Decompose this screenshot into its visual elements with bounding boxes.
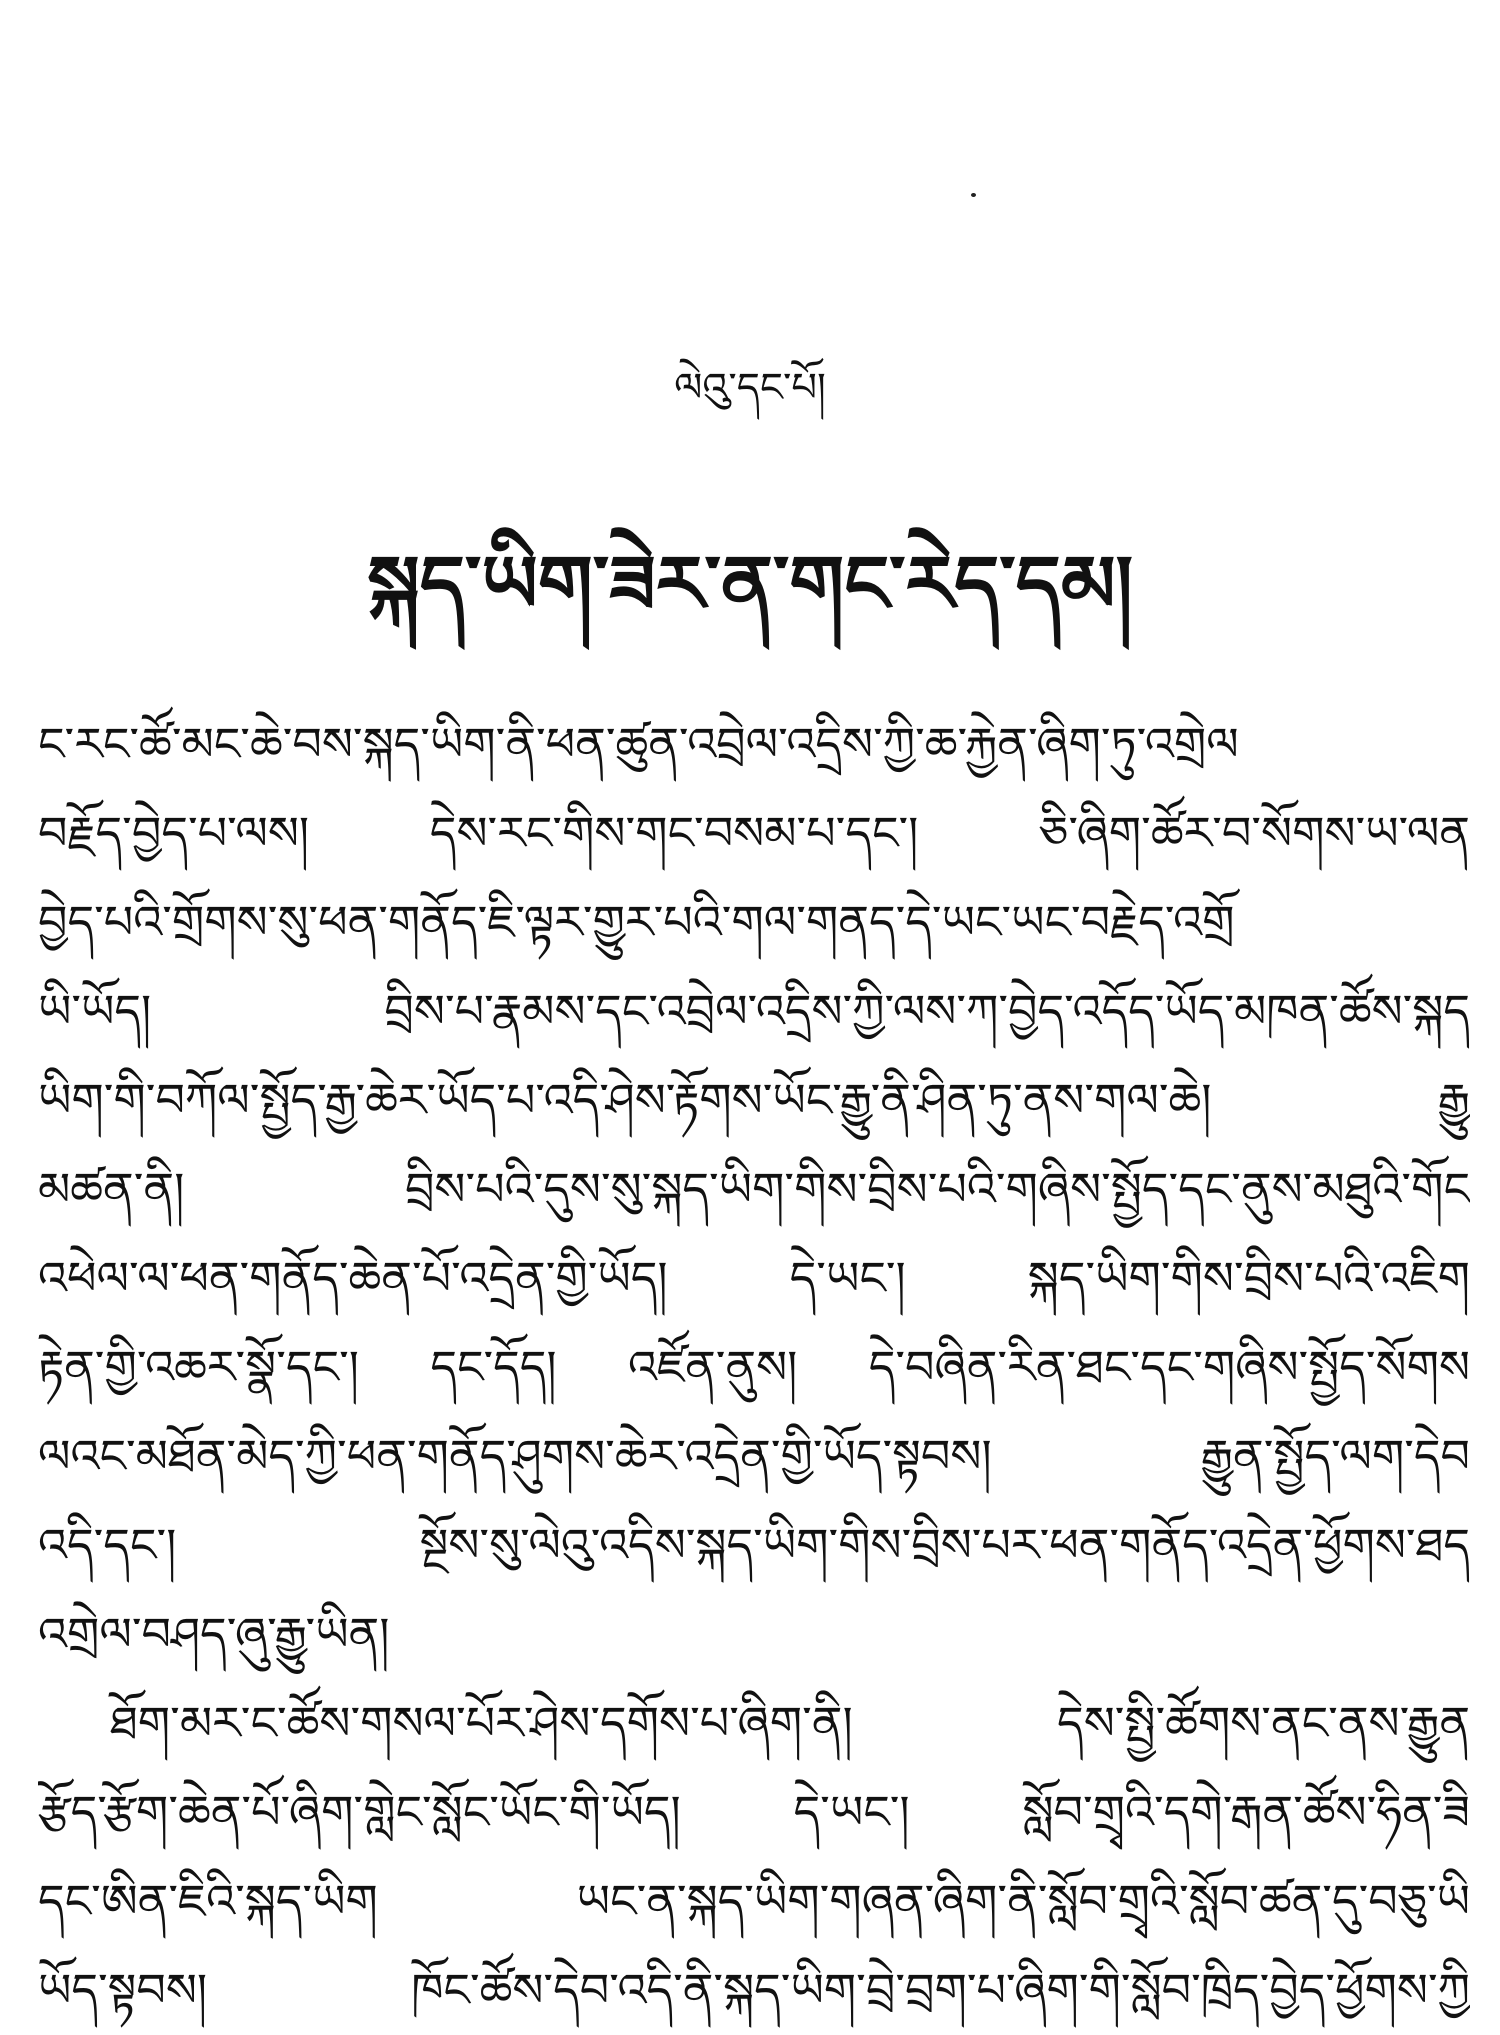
- text-line: རྩོད་རྩོག་ཆེན་པོ་ཞིག་གླེང་སློང་ཡོང་གི་ཡོད། དེ་ཡང་། སློབ་གྲྭའི་དགེ་རྒན་ཚོས་ཧིན་ཟི: [38, 1785, 1470, 1839]
- text-line: འཕེལ་ལ་ཕན་གནོད་ཆེན་པོ་འདྲེན་གྱི་ཡོད། དེ་ཡང་། སྐད་ཡིག་གིས་བྲིས་པའི་འཇིག: [38, 1251, 1470, 1305]
- text-line: ཡིག་གི་བཀོལ་སྤྱོད་རྒྱ་ཆེར་ཡོད་པ་འདི་ཤེས་རྟོགས་ཡོང་རྒྱུ་ནི་ཤིན་ཏུ་ནས་གལ་ཆེ། རྒྱུ: [38, 1073, 1470, 1127]
- chapter-label: ལེའུ་དང་པོ།: [674, 365, 826, 411]
- text-line: ཡི་ཡོད། བྲིས་པ་རྣམས་དང་འབྲེལ་འདྲིས་ཀྱི་ལས་ཀ་བྱེད་འདོད་ཡོད་མཁན་ཚོས་སྐད: [38, 984, 1470, 1038]
- text-line: ང་རང་ཚོ་མང་ཆེ་བས་སྐད་ཡིག་ནི་ཕན་ཚུན་འབྲེལ་འདྲིས་ཀྱི་ཆ་རྐྱེན་ཞིག་ཏུ་འགྲེལ: [38, 717, 1239, 771]
- paragraph-2: [38, 1679, 1470, 2035]
- text-line: བརྗོད་བྱེད་པ་ལས། དེས་རང་གིས་གང་བསམ་པ་དང་། ཅི་ཞིག་ཚོར་བ་སོགས་ཡ་ལན: [38, 806, 1470, 860]
- text-line: རྟེན་གྱི་འཆར་སྣོ་དང་། དང་དོད། འཛོན་ནུས། དེ་བཞིན་རིན་ཐང་དང་གཞིས་སྤྱོད་སོགས: [38, 1340, 1470, 1394]
- text-line: མཚན་ནི། བྲིས་པའི་དུས་སུ་སྐད་ཡིག་གིས་བྲིས་པའི་གཞིས་སྤྱོད་དང་ནུས་མཐུའི་གོང: [38, 1162, 1470, 1216]
- text-line: ཡོད་སྟབས། ཁོང་ཚོས་དེབ་འདི་ནི་སྐད་ཡིག་བྲེ་བྲག་པ་ཞིག་གི་སློབ་ཁྲིད་བྱེད་ཕྱོགས་ཀྱི: [38, 1963, 1470, 2017]
- text-line: འདི་དང་། སྔོས་སུ་ལེའུ་འདིས་སྐད་ཡིག་གིས་བྲིས་པར་ཕན་གནོད་འདྲེན་ཕྱོགས་ཐད: [38, 1518, 1470, 1572]
- text-line: ཐོག་མར་ང་ཚོས་གསལ་པོར་ཤེས་དགོས་པ་ཞིག་ནི། དེས་སྤྱི་ཚོགས་ནང་ནས་རྒྱུན: [110, 1696, 1470, 1750]
- text-line: དང་ཨིན་ཇིའི་སྐད་ཡིག ཡང་ན་སྐད་ཡིག་གཞན་ཞིག་ནི་སློབ་གྲྭའི་སློབ་ཚན་དུ་བཅུ་ཡི: [38, 1874, 1470, 1928]
- scan-speck: [971, 193, 976, 197]
- paragraph-1: [38, 700, 1470, 1679]
- body-text: [38, 700, 1470, 2035]
- text-line: ལའང་མཐོན་མེད་ཀྱི་ཕན་གནོད་ཤུགས་ཆེར་འདྲེན་གྱི་ཡོད་སྟབས། རྒྱུན་སྤྱོད་ལག་དེབ: [38, 1429, 1470, 1483]
- text-line: འགྲེལ་བཤད་ཞུ་རྒྱུ་ཡིན།: [38, 1607, 390, 1661]
- chapter-title: སྐད་ཡིག་ཟེར་ན་གང་རེད་དམ།: [367, 540, 1133, 630]
- text-line: བྱེད་པའི་གྲོགས་སུ་ཕན་གནོད་ཇི་ལྟར་གྱུར་པའི་གལ་གནད་དེ་ཡང་ཡང་བརྗེད་འགྲོ: [38, 895, 1235, 949]
